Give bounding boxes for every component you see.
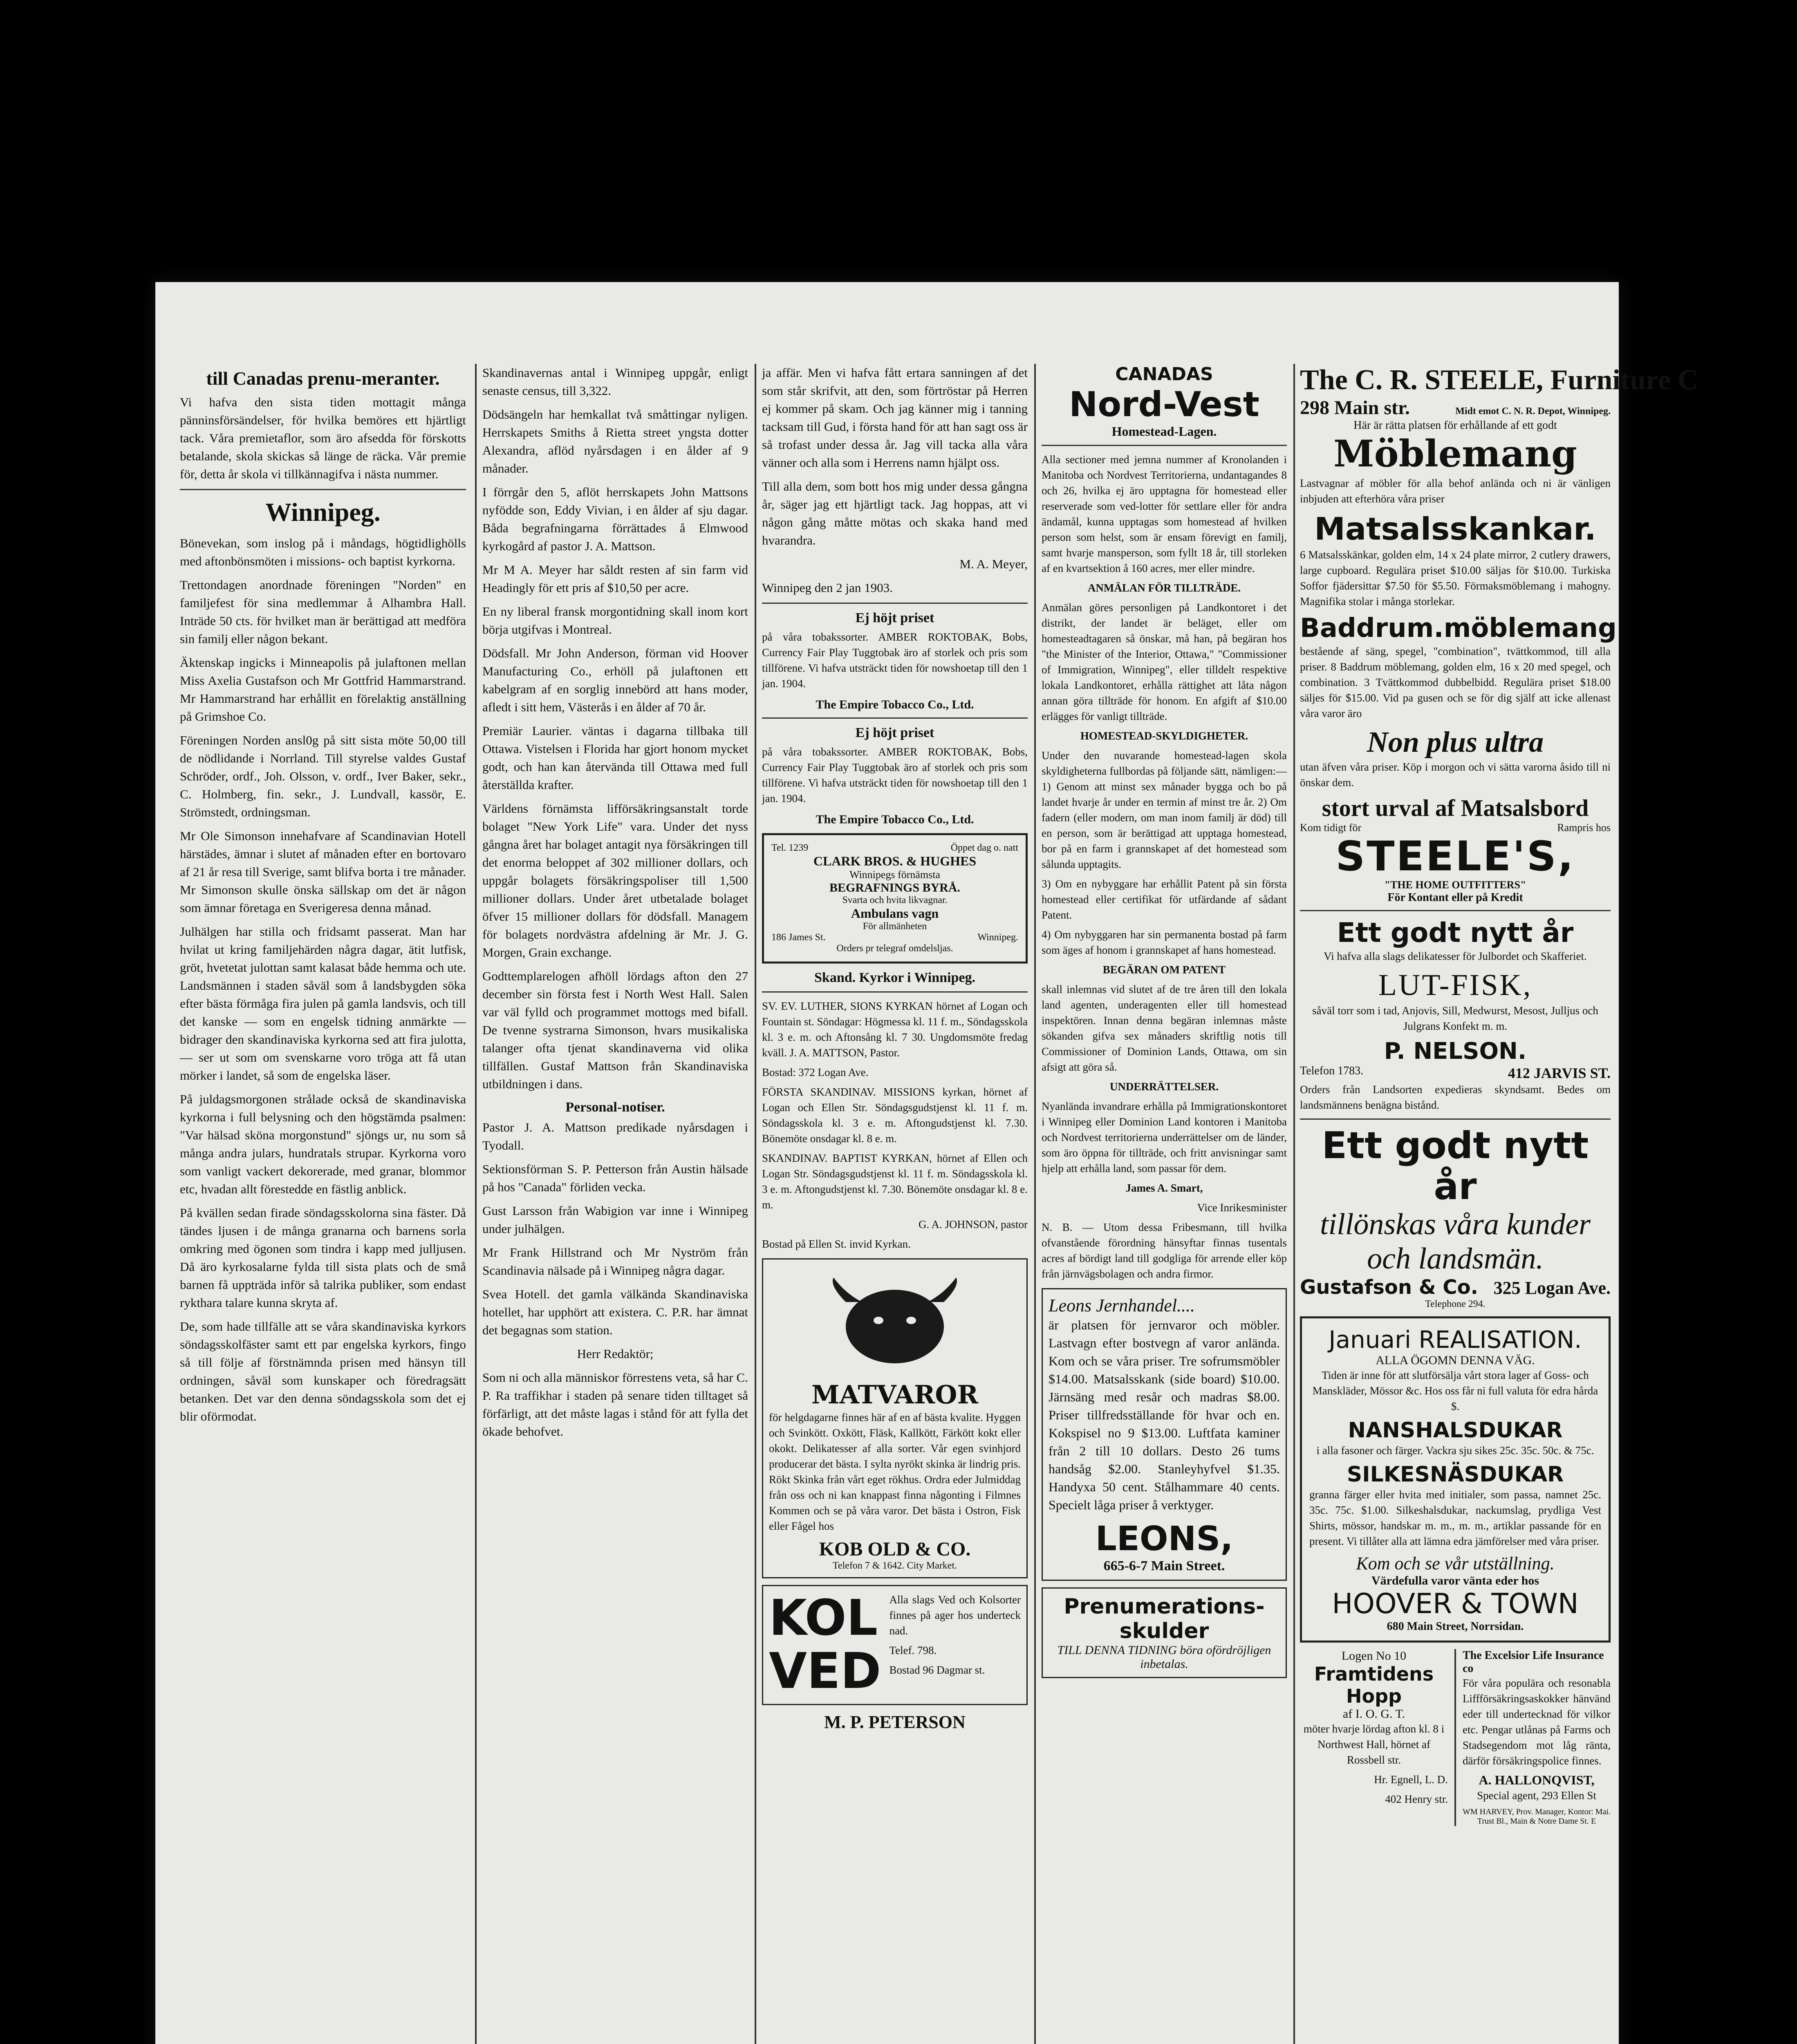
news-item: Föreningen Norden ansl0g på sitt sista möte 50,00 till de nödlidande i Norrland. Till styrelse valdes Gustaf Schröder, ordf., Joh. Olsson, v. ordf., Iver Baker, sekr., C. Holmberg, fin. sekr., J. Lundvall, kassör, E. Strömstedt, ordningsman. [180,733,466,819]
news-item: Mr Frank Hillstrand och Mr Nyström från Scandinavia nälsade på i Winnipeg några dagar. [482,1245,748,1278]
column-rule [1034,364,1036,2044]
news-item: På kvällen sedan firade söndagsskolorna sina fäster. Då tändes ljusen i de många granarna och barnens sorla omkring med ögonen som tindra i kapp med julljusen. Då äro kyrkosalarne fylda till sista plats och de små barnen få uppträda inför så talrika publiker, som endast rykthara talare kunna skryta af. [180,1206,466,1310]
prenumeration-title: Prenumerations-skulder [1064,1594,1265,1643]
gustafson-name: Gustafson & Co. [1300,1276,1478,1299]
clark-open: Öppet dag o. natt [950,843,1018,853]
news-item: Till alla dem, som bott hos mig under dessa gångna år, säger jag ett hjärtligt tack. Jag hoppas, att vi någon gång måtte mötas och skaka hand med hvarandra. [762,479,1028,547]
logen-text: möter hvarje lördag afton kl. 8 i Northwest Hall, hörnet af Rossbell str. [1303,1723,1445,1766]
law-text: 3) Om en nybyggare har erhållit Patent på sin första homestead eller certifikat för utfärdande af sådant Patent. [1042,878,1287,921]
law-text: skall inlemnas vid slutet af de tre åren till den lokala land agenten, underagenten eller till homestead inspektören. Innan denna begäran inlemnas måste sökanden gifva sex månaders skriftlig notis till Commissioner of Dominion Lands, Ottawa, om sin afsigt att göra så. [1042,983,1287,1073]
ad-text: på våra tobakssorter. AMBER ROKTOBAK, Bobs, Currency Fair Play Tuggtobak äro af storlek och pris som tillförene. Vi hafva utsträckt tiden för nowshoetap till den 1 jan. 1904. [762,631,1028,690]
prenumeration-ad [1042,1587,1287,1678]
nonplus-text: utan äfven våra priser. Köp i morgon och vi sätta varorna åsido till ni önskar dem. [1300,761,1611,789]
clark-svarta: Svarta och hvita likvagnar. [842,895,948,905]
iogt: af I. O. G. T. [1342,1707,1405,1721]
news-item: Gust Larsson från Wabigion var inne i Winnipeg under julhälgen. [482,1204,748,1236]
ad-text: på våra tobakssorter. AMBER ROKTOBAK, Bobs, Currency Fair Play Tuggtobak äro af storlek och pris som tillförene. Vi hafva utsträckt tiden för nowshoetap till den 1 jan. 1904. [762,746,1028,805]
divider [1300,910,1611,911]
clark-city: Winnipeg. [977,932,1018,943]
steeles-title: STEELE'S, [1335,832,1575,880]
column-rule [475,364,477,2044]
ad-sign: The Empire Tobacco Co., Ltd. [816,813,974,826]
church-address: Bostad: 372 Logan Ave. [762,1066,869,1078]
kol-addr: Bostad 96 Dagmar st. [889,1664,985,1676]
news-item: Mr M A. Meyer har såldt resten af sin farm vid Headingly för ett pris af $10,50 per acre. [482,563,748,595]
gustafson-addr: 325 Logan Ave. [1493,1278,1611,1298]
divider [762,991,1028,993]
logen-ad [1300,1649,1448,1826]
law-signature: James A. Smart, [1125,1182,1203,1194]
news-item: Svea Hotell. det gamla välkända Skandinaviska hotellet, har upphört att existera. C. P.R. har ämnat det begagnas som station. [482,1287,748,1337]
law-section: UNDERRÄTTELSER. [1109,1080,1219,1093]
nelson-addr: 412 JARVIS ST. [1508,1065,1611,1081]
kol-text: Alla slags Ved och Kolsorter finnes på ager hos underteck nad. [889,1594,1021,1637]
col1-heading: till Canadas prenu-meranter. [206,368,440,389]
kol-word: KOL [769,1590,878,1647]
news-item: Godttemplarelogen afhöll lördags afton den 27 december sin första fest i North West Hall. Salen var väl fylld och programmet mottogs med bifall. De tvenne systrarna Simonson, hvars musikaliska talanger ofta tjenat skandinaverna vid olika tillfällen. Gustaf Mattson från Skandinaviska utbildningen i dans. [482,969,748,1091]
clark-ffa: För allmänheten [863,921,927,932]
clark-ad [762,833,1028,964]
logen-number: Logen No 10 [1341,1649,1407,1663]
law-text: Anmälan göres personligen på Landkontoret i det distrikt, der landet är beläget, eller om homesteadtagaren så önskar, må han, på begäran hos "the Minister of the Interior, Ottawa," "Commissioner of Immigration, Winnipeg", eller tilldelt respektive lokala Landkontoret, erhålla rättighet att låta någon annan göra tillträde för honom. En afgift af $10.00 erlägges för vanligt tillträde. [1042,601,1287,722]
kom-tidigt: Kom tidigt för [1300,822,1362,834]
ved-word: VED [769,1643,881,1700]
law-text: Nyanlända invandrare erhålla på Immigrationskontoret i Winnipeg eller Dominion Land kontoren i Manitoba och Nordvest territorierna underrättelser om de länder, som äro öppna för tillträde, och fritt anvisningar samt hjelp att erhålla land, som passar för dem. [1042,1100,1287,1174]
news-item: Skandinavernas antal i Winnipeg uppgår, enligt senaste census, till 3,322. [482,365,748,398]
clark-tel: Tel. 1239 [771,843,809,853]
excelsior-ad [1463,1649,1611,1826]
news-item: De, som hade tillfälle att se våra skandinaviska kyrkors söndagsskolfäster samt ett par engelska kyrkors, fingo så till följe af förstnämnda prisen med hänsyn till ordningen, såväl som kunskaper och föredragsätt betanken. Det var den denna söndagsskola som det ej blir oförmodat. [180,1319,466,1423]
church-sign: G. A. JOHNSON, pastor [918,1218,1028,1230]
gustafson-tel: Telephone 294. [1425,1299,1486,1309]
news-item: Äktenskap ingicks i Minneapolis på julaftonen mellan Miss Axelia Gustafson och Mr Gottfrid Hammarstrand. Mr Hammarstrand har erhållit en förelaktig anställning på Grimshoe Co. [180,655,466,724]
clark-sub: Winnipegs förnämsta [849,869,941,881]
lutfisk-title: LUT-FISK, [1378,968,1533,1002]
col1-intro: Vi hafva den sista tiden mottagit många pänninsförsändelser, för hvilka bemöres ett hjärtligt tack. Våra premietaflor, som äro afsedda för förskotts betalande, skola skickas så länge de räcka. Vår premie för, detta år skola vi tillkännagifva i nästa nummer. [180,395,466,481]
rampris: Rampris hos [1557,822,1611,834]
news-item: Trettondagen anordnade föreningen "Norden" en familjefest för sina medlemmar å Alhambra Hall. Inträde 50 cts. för hvilket man är berättigad att medföra sin familj eller någon bekant. [180,578,466,646]
news-item: Sektionsförman S. P. Petterson från Austin hälsade på hos "Canada" förliden vecka. [482,1162,748,1194]
ettgodt2-heading: Ett godt nytt år [1322,1124,1589,1208]
news-item: En ny liberal fransk morgontidning skall inom kort börja utgifvas i Montreal. [482,604,748,637]
news-item: Bönevekan, som inslog på i måndags, högtidlighölls med aftonbönsmöten i missions- och baptist kyrkorna. [180,536,466,568]
newspaper-page [155,282,1698,2044]
nelson-tel: Telefon 1783. [1300,1065,1364,1077]
church-listing: FÖRSTA SKANDINAV. MISSIONS kyrkan, hörnet af Logan och Ellen Str. Söndagsgudstjenst kl. 11 f. m. Söndagsskola kl. 3 e. m. Aftongudstjenst kl. 7.30. Bönemöte onsdagar kl. 8 e. m. [762,1086,1028,1145]
news-item: Pastor J. A. Mattson predikade nyårsdagen i Tyodall. [482,1120,748,1152]
steeles-outfitters: "THE HOME OUTFITTERS" [1384,879,1526,891]
baddrum-text: bestående af säng, spegel, "combination", tvättkommod, till alla priser. 8 Baddrum möblemang, golden elm, 16 x 20 med spegel, och combination. 3 Tvättkommod dubbelbidd. Regulära priset $18.00 säljes för $15.00. Vid pa gusen och se för dig själf att icke allenast våra varor äro [1300,645,1611,719]
law-section: BEGÄRAN OM PATENT [1102,964,1226,976]
law-section: HOMESTEAD-SKYLDIGHETER. [1080,730,1248,742]
leons-addr: 665-6-7 Main Street. [1103,1558,1225,1573]
prenumeration-text: TILL DENNA TIDNING böra ofördröjligen inbetalas. [1057,1643,1271,1671]
divider [180,489,466,490]
excelsior-text: För våra populära och resonabla Liffförsäkringsaskokker hänvänd eder till undertecknad för vilkor etc. Pengar utlånas på Farms och Stadsegendom mot låg ränta, därför försäkringspolice finnes. [1463,1677,1611,1767]
news-item: På juldagsmorgonen strålade också de skandinaviska kyrkorna i full belysning och den högstämda psalmen: "Var hälsad sköna morgonstund" sjöngs ur, nu som så många andra julars, hundratals strupar. Kyrkorna voro som vanligt vackert dekorerade, med granar, blommor etc, hvadan allt förestedde en fästlig anblick. [180,1092,466,1196]
baddrum-title: Baddrum.möblemang [1300,613,1617,643]
city-heading: Winnipeg. [265,498,381,527]
column-1 [180,364,466,2044]
column-rule [755,364,756,2044]
tillonskas-text: tillönskas våra kunder och landsmän. [1320,1208,1591,1275]
column-rule [1454,1649,1456,1826]
church-address: Bostad på Ellen St. invid Kyrkan. [762,1238,911,1250]
lutfisk-text: såväl torr som i tad, Anjovis, Sill, Medwurst, Mesost, Julljus och Julgrans Konfekt m. m. [1312,1004,1598,1032]
lutfisk-intro: Vi hafva alla slags delikatesser för Julbordet och Skafferiet. [1324,950,1587,962]
silkes-title: SILKESNÄSDUKAR [1347,1462,1564,1487]
clark-orders: Orders pr telegraf omdelsljas. [836,943,953,954]
column-2 [482,364,748,2044]
framtidens-hopp: Framtidens Hopp [1314,1663,1434,1707]
nelson-text: Orders från Landsorten expedieras skyndsamt. Bedes om landsmännens benägna bistånd. [1300,1083,1611,1111]
silkes-text: granna färger eller hvita med initialer, som passa, namnet 25c. 35c. 75c. $1.00. Silkeshalsdukar, nackumslag, prydliga Vest Shirts, mössor, handskar m. m., m. m., artiklar passande för en present. Vi tillåter alla att lämna edra jämförelser med våra priser. [1309,1488,1601,1547]
moblemang-title: Möblemang [1333,432,1577,475]
leons-text: är platsen för jernvaror och möbler. Lastvagn efter bostvegn af varor anlända. Kom och se våra priser. Tre sofrumsmöbler $14.00. Matsalsskank (side board) $10.00. Järnsäng med resår och madras $8.00. Priser tillfredsställande för hvar och en. Kokspisel no 9 $13.00. Luftfata kaminer från 2 till 10 dollars. Desto 26 tums handsåg $2.00. Stanleyhyfvel $1.35. Handyxa 50 cent. Stålhammare 40 cents. Specielt låga priser å verktyger. [1049,1318,1280,1512]
hallonqvist-text: Special agent, 293 Ellen St [1477,1789,1596,1802]
realisation-ad [1300,1316,1611,1643]
news-item: Dödsfall. Mr John Anderson, förman vid Hoover Manufacturing Co., erhöll på julaftonen ett kabelgram af en sorglig innebörd att hans moder, afledt i sitt hem, Västerås i en ålder af 70 år. [482,646,748,714]
column-5 [1300,364,1698,2044]
ad-title: Ej höjt priset [855,725,934,740]
law-text: Alla sectioner med jemna nummer af Kronolanden i Manitoba och Nordvest Territorierna, undantagandes 8 och 26, hvilka ej äro upptagna för homestead eller reserverade som ved-lotter för settlare eller för andra ändamål, kunna upptagas som homestead af hvilken person som helst, som är ensam förevigt en familj, samt hvarje mansperson, som fyllt 18 år, till storleken af en kvartsektion å 160 acres, mer eller mindre. [1042,453,1287,574]
egnell-name: Hr. Egnell, L. D. [1374,1773,1448,1786]
matsal-text: 6 Matsalsskänkar, golden elm, 14 x 24 plate mirror, 2 cutlery drawers, large cupboard. Regulära priset $10.00 säljas för $10.00. Turkiska Soffor fjädersittar $7.50 för $5.50. Förmaksmöblemang i mahogny. Magnifika stolar i många storlekar. [1300,549,1611,607]
januari-sub: ALLA ÖGOMN DENNA VÄG. [1376,1354,1535,1367]
law-text: 4) Om nybyggaren har sin permanenta bostad på farm som äges af honom i grannskapet af hans homestead. [1042,928,1287,956]
divider [1300,1118,1611,1120]
vardefulla-text: Värdefulla varor vänta eder hos [1371,1574,1539,1587]
leons-ad [1042,1288,1287,1581]
news-item: Dödsängeln har hemkallat två småttingar nyligen. Herrskapets Smiths å Rietta street yngsta dotter Alexandra, aflöd nyårsdagen i en ålder af 9 månader. [482,407,748,475]
stort-urval: stort urval af Matsalsbord [1322,795,1589,821]
column-rule [1293,364,1295,2044]
ad-title: Ej höjt priset [855,610,934,625]
ad-sign: The Empire Tobacco Co., Ltd. [816,698,974,711]
steele-depot: Midt emot C. N. R. Depot, Winnipeg. [1455,406,1611,417]
church-header: Skand. Kyrkor i Winnipeg. [814,970,975,985]
church-listing: SKANDINAV. BAPTIST KYRKAN, hörnet af Ellen och Logan Str. Söndagsgudstjenst kl. 11 f. m. Söndagsskola kl. 3 e. m. Aftongudstjenst kl. 7.30. Bönemöte onsdagar kl. 8 e. m. [762,1152,1028,1211]
leons-title: LEONS, [1095,1520,1233,1558]
clark-bureau: BEGRAFNINGS BYRÅ. [829,881,961,894]
hoover-addr: 680 Main Street, Norrsidan. [1387,1620,1524,1633]
hallonqvist-name: A. HALLONQVIST, [1479,1773,1595,1787]
steele-title: The C. R. STEELE, Furniture C [1300,364,1698,396]
divider [1042,445,1287,446]
news-item: Världens förnämsta lifförsäkringsanstalt torde bolaget "New York Life" vara. Under det nyss gångna året har bolaget antagit nya försäkringen till det enorma beloppet af 302 millioner dollars, och uppgår bolagets försäkringspoliser till 1,500 millioner dollars. Under året utbetalade bolaget öfver 15 millioner dollars för dödsfall. Managem för bolagets nordvästra afdelning är Mr. J. G. Morgen, Grain exchange. [482,801,748,959]
ettgodt-heading: Ett godt nytt år [1337,917,1574,948]
kobold-title: KOB OLD & CO. [819,1538,971,1560]
steele-address: 298 Main str. [1300,397,1410,419]
law-text: Under den nuvarande homestead-lagen skola skyldigheterna fullbordas på följande sätt, nämligen:— 1) Genom att minst sex månader bygga och bo på landet hvarje år under en termin af minst tre år. 2) Om fadern (eller modern, om man inom familj är död) till en person, som är berättigad att upptaga homestead, bor på en farm i grannskapet af det homestead som sålunda upptagits. [1042,749,1287,870]
signature: M. A. Meyer, [959,557,1028,571]
clark-amb: Ambulans vagn [851,906,939,921]
nordvest-title: Nord-Vest [1069,384,1259,424]
divider [762,603,1028,604]
steele-tagline: Här är rätta platsen för erhållande af ett godt [1353,419,1557,432]
bottom-ads [1300,1649,1611,1826]
bull-head-icon [817,1273,972,1372]
news-item: Mr Ole Simonson innehafvare af Scandinavian Hotell härstädes, ämnar i slutet af månaden efter en bortovaro af 21 år resa till Sverige, samt blifva borta i tre månader. Mr Simonson skulle önska sällskap om det är någon som ämnar företaga en Sverigeresa denna månad. [180,829,466,915]
law-note: N. B. — Utom dessa Fribesmann, till hvilka ofvanstående förordning hänsyftar finnas tusentals acres af bördigt land till godgliga för arrende eller köp från järnvägsbolagen och andra firmor. [1042,1221,1287,1280]
kol-name: M. P. PETERSON [824,1712,966,1732]
matvaror-title: MATVAROR [811,1380,978,1410]
januari-text: Tiden är inne för att slutförsälja vårt stora lager af Goss- och Manskläder, Mössor &c. Hos oss får ni full valuta för edra hårda $. [1312,1369,1598,1412]
moblemang-text: Lastvagnar af möbler för alla behof anlända och ni är vänligen inbjuden att efterhöra våra priser [1300,477,1611,505]
law-signature-title: Vice Inrikesminister [1197,1201,1287,1214]
homestead-subtitle: Homestead-Lagen. [1111,424,1217,439]
matvaror-ad [762,1258,1028,1578]
matsal-title: Matsalsskankar. [1314,511,1596,547]
kom-se-text: Kom och se vår utställning. [1356,1553,1555,1573]
januari-title: Januari REALISATION. [1329,1326,1582,1354]
news-item: Julhälgen har stilla och fridsamt passerat. Man har hvilat ut kring familjehärden några dagar, ätit lutfisk, gröt, hvetetat julottan samt kalasat både hemma och ute. Landsmännen i staden såväl som å landsbygden söka efter bästa förmåga fira julen på gamla landsvis, och till det kanske — som en engelsk tidning anmärkte — bidrager den skandinaviska kyrkorna sed att fira julotta, — ser ut som om svenskarne voro tröga att få utan mörker i landet, så som de engelska läser. [180,924,466,1083]
news-item: Premiär Laurier. väntas i dagarna tillbaka till Ottawa. Vistelsen i Florida har gjort honom mycket godt, och han kan återvända till Ottawa med full återställda krafter. [482,724,748,792]
excelsior-title: The Excelsior Life Insurance co [1463,1649,1604,1675]
egnell-addr: 402 Henry str. [1385,1793,1448,1805]
nonplus-title: Non plus ultra [1367,726,1544,758]
column-4 [1042,364,1287,2044]
steeles-kredit: För Kontant eller på Kredit [1387,891,1523,904]
hoover-title: HOOVER & TOWN [1332,1588,1579,1620]
divider [762,717,1028,719]
nelson-name: P. NELSON. [1384,1038,1527,1065]
letter-salutation: Herr Redaktör; [577,1347,654,1361]
excelsior-foot: WM HARVEY, Prov. Manager, Kontor: Mai. Trust Bl., Main & Notre Dame St. E [1463,1807,1611,1826]
news-item: Som ni och alla människor förrestens veta, så har C. P. Ra traffikhar i staden på senare tiden tilltaget så förfärligt, att det måste lagas i stånd för att fylla det ökade behofvet. [482,1370,748,1439]
signature-date: Winnipeg den 2 jan 1903. [762,580,893,595]
clark-addr: 186 James St. [771,932,826,943]
kol-ved-ad [762,1585,1028,1705]
canadas-label: CANADAS [1115,364,1213,385]
leons-heading: Leons Jernhandel.... [1049,1295,1195,1316]
news-item: ja affär. Men vi hafva fått ertara sanningen af det som står skrifvit, att den, som förtröstar på Herren ej kommer på skam. Och jag känner mig i tanning tacksam till Gud, i första hand för att han sagt oss är så trofast under dessa år. Jag vill tacka alla våra vänner och alla som i Herrens namn hjälpt oss. [762,365,1028,470]
news-item: I förrgår den 5, aflöt herrskapets John Mattsons nyfödde son, Eddy Vivian, i en ålder af sju dagar. Båda begrafningarna förrättades å Elmwood kyrkogård af pastor J. A. Mattson. [482,485,748,553]
section-heading: Personal-notiser. [565,1100,665,1115]
matvaror-text: för helgdagarne finnes här af en af bästa kvalite. Hyggen och Svinkött. Oxkött, Fläsk, Kallkött, Färkött kokt eller okokt. Delikatesser af alla sorter. Vår egen svinhjord producerar det bästa. I sylta nyrökt skinka är lindrig pris. Rökt Skinka från vårt eget rökhus. Ordra eder Julmiddag från oss och ni kan knappast finna någonting i Filmnes Kommen och se på våra varor. Det bästa i Ostron, Fisk eller Fågel hos [769,1411,1021,1532]
clark-title: CLARK BROS. & HUGHES [813,854,977,868]
church-listing: SV. EV. LUTHER, SIONS KYRKAN hörnet af Logan och Fountain st. Söndagar: Högmessa kl. 11 f. m., Söndagsskola kl. 3 e. m. och Aftonsång kl. 7 30. Ungdomsmöte fredag kväll. J. A. MATTSON, Pastor. [762,1000,1028,1059]
law-section: ANMÄLAN FÖR TILLTRÄDE. [1087,582,1241,594]
nanshals-title: NANSHALSDUKAR [1348,1418,1563,1443]
kol-tel: Telef. 798. [889,1644,937,1656]
column-3 [762,364,1028,2044]
nanshals-text: i alla fasoner och färger. Vackra sju sikes 25c. 35c. 50c. & 75c. [1316,1444,1594,1457]
kobold-tel: Telefon 7 & 1642. City Market. [832,1560,957,1571]
